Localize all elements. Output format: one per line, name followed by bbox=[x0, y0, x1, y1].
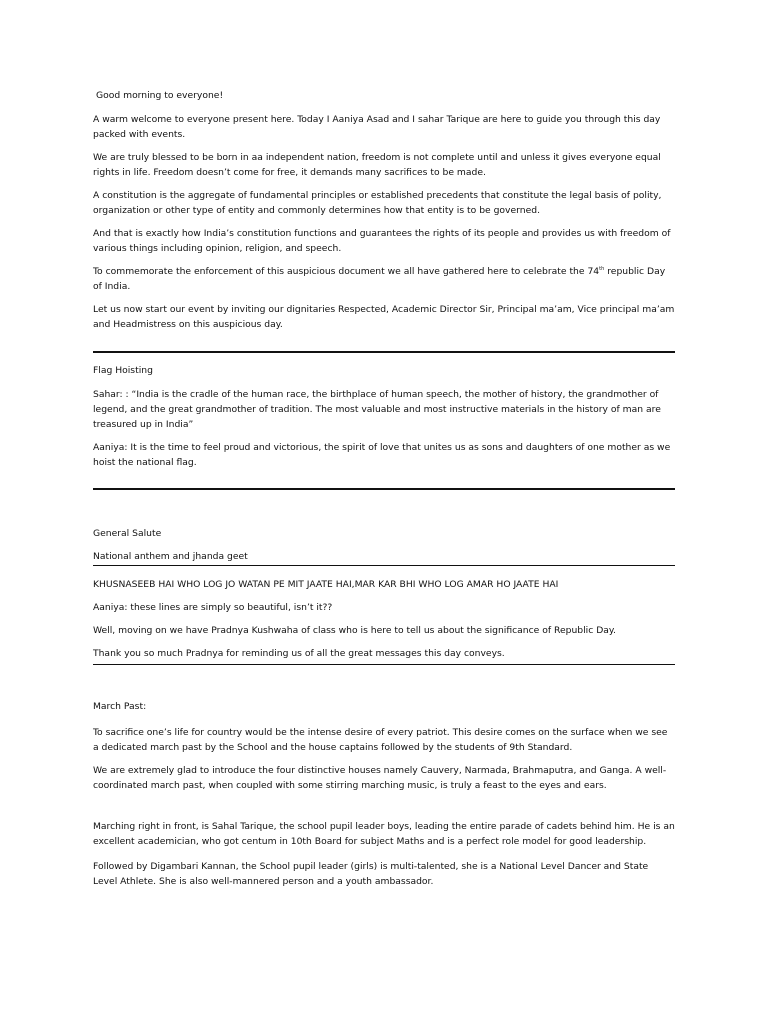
march-paragraph-sahal: Marching right in front, is Sahal Tarique, the school pupil leader boys, leading the entire parade of cadets behind him. He is an excellent academician, who got centum in 10th Board for subject Maths and is a perfect role model for good leadership. bbox=[93, 821, 675, 847]
document-body bbox=[93, 88, 675, 897]
anthem-line: National anthem and jhanda geet bbox=[93, 551, 248, 562]
aaniya-remark: Aaniya: these lines are simply so beautiful, isn’t it?? bbox=[93, 602, 333, 613]
ordinal-suffix: th bbox=[599, 265, 605, 272]
section-divider bbox=[93, 488, 675, 490]
flag-hoisting-heading: Flag Hoisting bbox=[93, 365, 153, 376]
khusnaseeb-line: KHUSNASEEB HAI WHO LOG JO WATAN PE MIT JAATE HAI,MAR KAR BHI WHO LOG AMAR HO JAATE HAI bbox=[93, 579, 559, 590]
march-past-heading: March Past: bbox=[93, 701, 147, 712]
march-paragraph-sacrifice: To sacrifice one’s life for country would be the intense desire of every patriot. This desire comes on the surface when we see a dedicated march past by the School and the house captains followed by the students of 9th Standard. bbox=[93, 727, 668, 753]
section-divider bbox=[93, 351, 675, 353]
section-divider bbox=[93, 664, 675, 665]
intro-paragraph-constitution: A constitution is the aggregate of fundamental principles or established precedents that constitute the legal basis of polity, organization or other type of entity and commonly determines how that entity is to be governed. bbox=[93, 190, 662, 216]
sahar-quote: Sahar: : “India is the cradle of the human race, the birthplace of human speech, the mother of history, the grandmother of legend, and the great grandmother of tradition. The most valuable and most instructive materials in the history of man are treasured up in India” bbox=[93, 389, 661, 430]
march-paragraph-digambari: Followed by Digambari Kannan, the School pupil leader (girls) is multi-talented, she is a National Level Dancer and State Level Athlete. She is also well-mannered person and a youth ambassador. bbox=[93, 861, 649, 887]
intro-paragraph-freedom: We are truly blessed to be born in aa independent nation, freedom is not complete until and unless it gives everyone equal rights in life. Freedom doesn’t come for free, it demands many sacrifices to be made. bbox=[93, 152, 661, 178]
intro-paragraph-india-constitution: And that is exactly how India’s constitution functions and guarantees the rights of its people and provides us with freedom of various things including opinion, religion, and speech. bbox=[93, 228, 671, 254]
anthem-divider bbox=[93, 565, 675, 566]
pradnya-intro: Well, moving on we have Pradnya Kushwaha of class who is here to tell us about the significance of Republic Day. bbox=[93, 625, 616, 636]
march-paragraph-houses: We are extremely glad to introduce the four distinctive houses namely Cauvery, Narmada, Brahmaputra, and Ganga. A well-coordinated march past, when coupled with some stirring marching music, is truly a feast to the eyes and ears. bbox=[93, 765, 667, 791]
commemorate-text: To commemorate the enforcement of this auspicious document we all have gathered here to celebrate the 74 bbox=[93, 266, 600, 277]
thank-you-pradnya: Thank you so much Pradnya for reminding us of all the great messages this day conveys. bbox=[93, 648, 505, 659]
dignitaries-paragraph: Let us now start our event by inviting our dignitaries Respected, Academic Director Sir, Principal ma’am, Vice principal ma’am and Headmistress on this auspicious day. bbox=[93, 304, 675, 330]
commemorate-paragraph bbox=[93, 264, 675, 294]
aaniya-flag-line: Aaniya: It is the time to feel proud and victorious, the spirit of love that unites us as sons and daughters of one mother as we hoist the national flag. bbox=[93, 442, 671, 468]
commemorate-text-end: republic Day of India. bbox=[93, 266, 666, 292]
greeting: Good morning to everyone! bbox=[96, 90, 224, 101]
general-salute-heading: General Salute bbox=[93, 528, 162, 539]
intro-paragraph-welcome: A warm welcome to everyone present here. Today I Aaniya Asad and I sahar Tarique are here to guide you through this day packed with events. bbox=[93, 114, 661, 140]
